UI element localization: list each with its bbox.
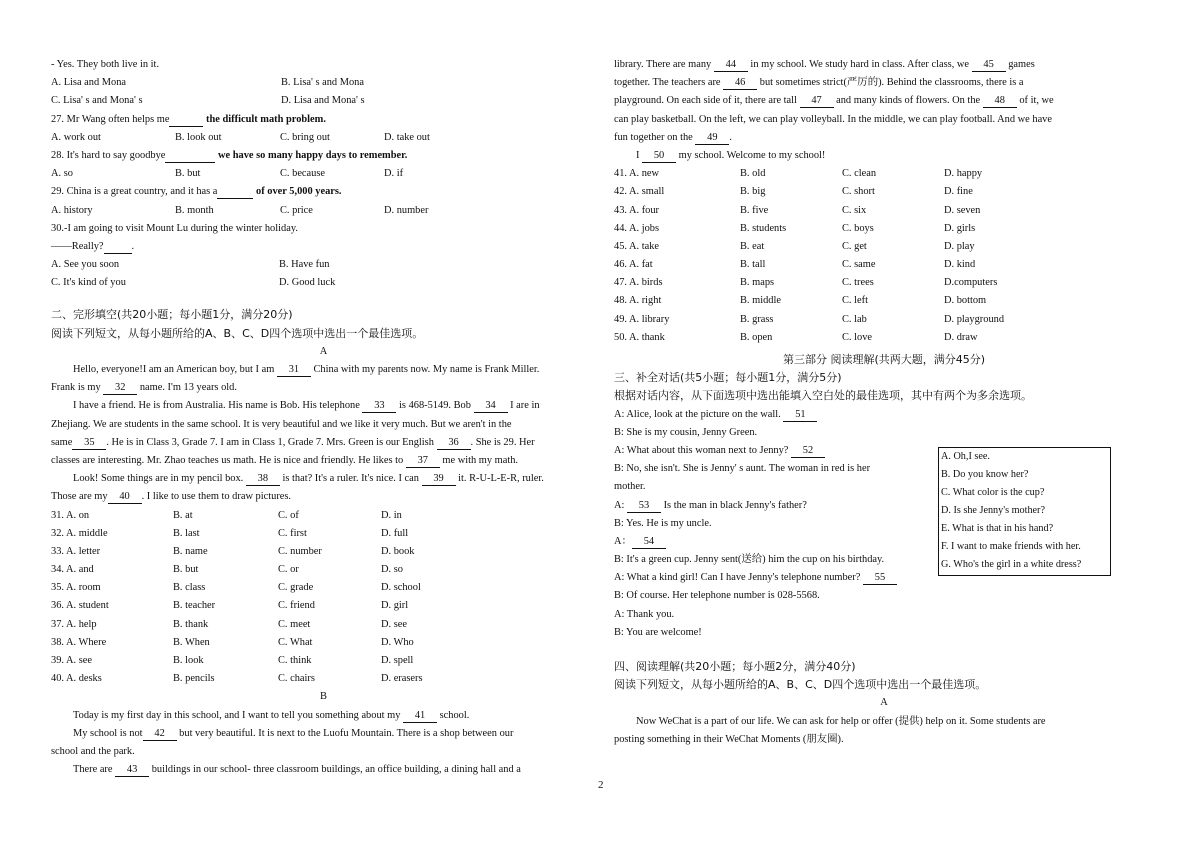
- box-option-g: G. Who's the girl in a white dress?: [941, 559, 1082, 570]
- option-row-50: [614, 329, 1154, 347]
- q28-option-d: D. if: [384, 168, 404, 180]
- text: buildings in our school- three classroom buildings, an office building, a dining hall and a: [149, 764, 521, 776]
- text: Look! Some things are in my pencil box.: [73, 473, 246, 485]
- passage-a-line-1: [51, 361, 596, 379]
- dialog-line-11: B: Of course. Her telephone number is 028-5568.: [614, 590, 820, 602]
- q30-option-c: C. It's kind of you: [51, 277, 126, 289]
- passage-a-line-6: [51, 452, 596, 470]
- option-row-37: [51, 616, 596, 634]
- option-36-a: 36. A. student: [51, 600, 109, 612]
- q29-blank: [217, 185, 253, 199]
- option-44-d: D. girls: [944, 222, 976, 234]
- text: is 468-5149. Bob: [396, 400, 474, 412]
- passage-b-line-7: [614, 92, 1154, 110]
- q30-option-b: B. Have fun: [279, 259, 330, 271]
- passage-b-line-3: school and the park.: [51, 745, 135, 757]
- blank-38: 38: [246, 472, 280, 486]
- text: I have a friend. He is from Australia. His name is Bob. His telephone: [73, 400, 363, 412]
- section-3-instructions: 根据对话内容，从下面选项中选出能填入空白处的最佳选项，其中有两个为多余选项。: [614, 389, 1032, 403]
- box-option-d: D. Is she Jenny's mother?: [941, 505, 1045, 516]
- option-43-c: C. six: [842, 204, 867, 216]
- dialog-line-5: mother.: [614, 481, 646, 493]
- option-42-d: D. fine: [944, 186, 973, 198]
- text: I are in: [507, 400, 540, 412]
- option-row-31: [51, 507, 596, 525]
- text: of it, we: [1016, 95, 1054, 107]
- dialog-options-box: [938, 447, 1111, 576]
- text: A: Alice, look at the picture on the wall.: [614, 408, 784, 420]
- passage-b-line-9: [614, 129, 1154, 147]
- option-45-c: C. get: [842, 240, 867, 252]
- q27-options: [51, 129, 596, 147]
- option-row-35: [51, 579, 596, 597]
- option-row-36: [51, 597, 596, 615]
- option-row-33: [51, 543, 596, 561]
- blank-43: 43: [115, 763, 149, 777]
- option-44-b: B. students: [740, 222, 787, 234]
- option-row-48: [614, 292, 1154, 310]
- blank-53: 53: [627, 499, 661, 513]
- option-41-d: D. happy: [944, 168, 983, 180]
- passage-a-line-5: [51, 434, 596, 452]
- option-36-d: D. girl: [381, 600, 409, 612]
- text: . She is 29. Her: [470, 436, 535, 448]
- box-option-a: A. Oh,I see.: [941, 451, 990, 462]
- option-50-d: D. draw: [944, 331, 978, 343]
- option-row-41: [614, 165, 1154, 183]
- passage-a-line-3: [51, 397, 596, 415]
- text: it. R-U-L-E-R, ruler.: [455, 473, 544, 485]
- dialog-line-4: B: No, she isn't. She is Jenny' s aunt. The woman in red is her: [614, 463, 871, 475]
- option-39-a: 39. A. see: [51, 655, 92, 666]
- text: and many kinds of flowers. On the: [833, 95, 983, 107]
- text: classes are interesting. Mr. Zhao teaches us math. He is nice and friendly. He likes to: [51, 454, 406, 466]
- box-option-e: E. What is that in his hand?: [941, 523, 1054, 534]
- option-46-c: C. same: [842, 259, 876, 271]
- option-33-c: C. number: [278, 545, 322, 557]
- option-row-47: [614, 274, 1154, 292]
- q30-reply: ——Really? .: [51, 240, 135, 252]
- option-43-a: 43. A. four: [614, 204, 660, 216]
- section-4-instructions: 阅读下列短文，从每小题所给的A、B、C、D四个选项中选出一个最佳选项。: [614, 678, 987, 692]
- option-48-c: C. left: [842, 295, 868, 307]
- blank-37: 37: [406, 454, 440, 468]
- text: My school is not: [73, 727, 143, 739]
- text: There are: [73, 764, 116, 776]
- passage-b-line-4: [51, 761, 596, 779]
- blank-45: 45: [972, 58, 1006, 72]
- option-33-a: 33. A. letter: [51, 545, 101, 557]
- option-45-a: 45. A. take: [614, 240, 660, 252]
- left-column: [51, 56, 596, 779]
- box-option-f: F. I want to make friends with her.: [941, 541, 1081, 552]
- option-row-49: [614, 311, 1154, 329]
- section-2-title: 二、完形填空(共20小题；每小题1分，满分20分): [51, 308, 293, 322]
- option-31-b: B. at: [173, 509, 193, 521]
- option-34-d: D. so: [381, 564, 403, 576]
- option-row-32: [51, 525, 596, 543]
- option-37-b: B. thank: [173, 618, 209, 630]
- blank-50: 50: [642, 149, 676, 163]
- option-47-d: D.computers: [944, 277, 998, 289]
- passage-a-line-2: [51, 379, 596, 397]
- passage-b-label: B: [320, 691, 327, 703]
- option-46-d: D. kind: [944, 259, 976, 271]
- text: . He is in Class 3, Grade 7. I am in Class 1, Grade 7. Mrs. Green is our English: [106, 436, 437, 448]
- blank-41: 41: [403, 709, 437, 723]
- dialog-line-1: [614, 406, 1154, 424]
- option-32-a: 32. A. middle: [51, 527, 108, 539]
- q28-options: [51, 165, 596, 183]
- text: me with my math.: [439, 454, 519, 466]
- blank-35: 35: [72, 436, 106, 450]
- page-number: 2: [598, 779, 604, 791]
- blank-49: 49: [695, 131, 729, 145]
- option-35-d: D. school: [381, 582, 421, 594]
- option-row-39: [51, 652, 596, 670]
- text: A: What a kind girl! Can I have Jenny's telephone number?: [614, 572, 863, 584]
- q28-stem-pre: 28. It's hard to say goodbye: [51, 149, 166, 161]
- q26-options-row-2: [51, 92, 596, 110]
- blank-39: 39: [422, 472, 456, 486]
- option-45-b: B. eat: [740, 240, 765, 252]
- text: together. The teachers are: [614, 77, 724, 89]
- option-37-d: D. see: [381, 618, 407, 630]
- section-2-instructions: 阅读下列短文，从每小题所给的A、B、C、D四个选项中选出一个最佳选项。: [51, 326, 424, 340]
- option-48-b: B. middle: [740, 295, 781, 307]
- text: my school. Welcome to my school!: [676, 149, 826, 161]
- option-47-c: C. trees: [842, 277, 874, 289]
- blank-48: 48: [983, 94, 1017, 108]
- option-38-b: B. When: [173, 636, 210, 648]
- q27-option-d: D. take out: [384, 131, 430, 143]
- option-39-d: D. spell: [381, 655, 414, 666]
- q30-blank: [104, 240, 132, 254]
- option-36-b: B. teacher: [173, 600, 216, 612]
- section-4-title: 四、阅读理解(共20小题；每小题2分，满分40分): [614, 660, 856, 673]
- passage-b-line-2: [51, 725, 596, 743]
- passage-a-line-8: [51, 488, 596, 506]
- options-41-50: [614, 165, 1154, 347]
- option-row-44: [614, 220, 1154, 238]
- option-39-b: B. look: [173, 655, 204, 666]
- option-37-c: C. meet: [278, 618, 311, 630]
- option-35-c: C. grade: [278, 582, 314, 594]
- text: A：: [614, 535, 632, 547]
- option-49-d: D. playground: [944, 313, 1005, 325]
- passage-b-line-5: [614, 56, 1154, 74]
- dialog-line-9: B: It's a green cup. Jenny sent(送给) him the cup on his birthday.: [614, 554, 885, 566]
- text: but very beautiful. It is next to the Luofu Mountain. There is a shop between our: [176, 727, 514, 739]
- option-45-d: D. play: [944, 240, 975, 252]
- blank-44: 44: [714, 58, 748, 72]
- options-31-40: [51, 507, 596, 689]
- option-46-b: B. tall: [740, 259, 766, 271]
- option-50-c: C. love: [842, 331, 873, 343]
- option-34-a: 34. A. and: [51, 564, 94, 576]
- blank-42: 42: [143, 727, 177, 741]
- q28-blank: [165, 149, 215, 163]
- option-38-c: C. What: [278, 636, 313, 648]
- passage-a-label: A: [319, 345, 328, 357]
- blank-34: 34: [474, 399, 508, 413]
- text: A:: [614, 499, 627, 511]
- q30-option-a: A. See you soon: [51, 259, 120, 271]
- option-50-a: 50. A. thank: [614, 331, 665, 343]
- blank-54: 54: [632, 535, 666, 549]
- q29-option-c: C. price: [280, 204, 313, 216]
- right-column: [614, 56, 1154, 749]
- q27-option-c: C. bring out: [280, 131, 330, 143]
- option-33-d: D. book: [381, 545, 415, 557]
- box-option-b: B. Do you know her?: [941, 469, 1029, 480]
- dialog-line-7: B: Yes. He is my uncle.: [614, 517, 712, 529]
- text: fun together on the: [614, 131, 696, 143]
- q28-option-a: A. so: [51, 168, 73, 180]
- passage-b-line-1: [51, 707, 596, 725]
- q27-stem: [51, 111, 596, 129]
- text: Frank is my: [51, 382, 104, 394]
- q30-options-row-2: [51, 274, 596, 292]
- passage-b-line-8: can play basketball. On the left, we can play volleyball. In the middle, we can play football. And we have: [614, 113, 1052, 125]
- passage-b-line-10: [614, 147, 1154, 165]
- q30-options-row-1: [51, 256, 596, 274]
- passage-a-line-7: [51, 470, 596, 488]
- option-48-a: 48. A. right: [614, 295, 662, 307]
- q27-stem-pre: 27. Mr Wang often helps me: [51, 113, 170, 125]
- option-37-a: 37. A. help: [51, 618, 97, 630]
- option-50-b: B. open: [740, 331, 773, 343]
- option-35-a: 35. A. room: [51, 582, 101, 594]
- option-row-40: [51, 670, 596, 688]
- q27-option-a: A. work out: [51, 131, 101, 143]
- q29-option-a: A. history: [51, 204, 93, 216]
- option-32-d: D. full: [381, 527, 409, 539]
- dialog-line-2: B: She is my cousin, Jenny Green.: [614, 426, 758, 438]
- option-41-c: C. clean: [842, 168, 877, 180]
- option-47-b: B. maps: [740, 277, 775, 289]
- option-34-c: C. or: [278, 564, 299, 576]
- text: Those are my: [51, 491, 108, 503]
- q28-option-c: C. because: [280, 168, 326, 180]
- option-row-45: [614, 238, 1154, 256]
- q26-option-d: D. Lisa and Mona' s: [281, 95, 365, 107]
- option-34-b: B. but: [173, 564, 199, 576]
- q30-stem: 30.-I am going to visit Mount Lu during the winter holiday.: [51, 222, 298, 234]
- option-43-d: D. seven: [944, 204, 981, 216]
- text: library. There are many: [614, 59, 714, 70]
- option-48-d: D. bottom: [944, 295, 987, 307]
- q28-option-b: B. but: [175, 168, 201, 180]
- q28-stem: [51, 147, 596, 165]
- q26-option-c: C. Lisa' s and Mona' s: [51, 95, 143, 107]
- option-47-a: 47. A. birds: [614, 277, 663, 289]
- dialog-line-13: B: You are welcome!: [614, 626, 702, 638]
- text: .: [729, 131, 732, 143]
- blank-32: 32: [103, 381, 137, 395]
- blank-36: 36: [437, 436, 471, 450]
- option-31-a: 31. A. on: [51, 509, 90, 521]
- option-40-d: D. erasers: [381, 673, 423, 685]
- option-33-b: B. name: [173, 545, 208, 557]
- option-40-b: B. pencils: [173, 673, 215, 685]
- text: China with my parents now. My name is Frank Miller.: [310, 364, 540, 375]
- option-44-c: C. boys: [842, 222, 874, 234]
- q29-stem-post: of over 5,000 years.: [253, 186, 342, 198]
- q28-stem-post: we have so many happy days to remember.: [215, 149, 408, 161]
- blank-46: 46: [723, 76, 757, 90]
- option-42-c: C. short: [842, 186, 875, 198]
- option-40-c: C. chairs: [278, 673, 315, 685]
- option-31-d: D. in: [381, 509, 402, 521]
- q26-option-a: A. Lisa and Mona: [51, 77, 127, 89]
- q29-options: [51, 202, 596, 220]
- section-3-title: 三、补全对话(共5小题；每小题1分，满分5分): [614, 371, 842, 385]
- blank-52: 52: [791, 444, 825, 458]
- q30-option-d: D. Good luck: [279, 277, 336, 289]
- option-41-b: B. old: [740, 168, 766, 180]
- option-38-a: 38. A. Where: [51, 636, 107, 648]
- text: but sometimes strict(严厉的). Behind the classrooms, there is a: [757, 77, 1024, 89]
- option-35-b: B. class: [173, 582, 206, 594]
- option-row-38: [51, 634, 596, 652]
- text: in my school. We study hard in class. After class, we: [747, 59, 972, 70]
- part-3-title: 第三部分 阅读理解(共两大题，满分45分): [782, 353, 986, 366]
- text: name. I'm 13 years old.: [137, 382, 237, 394]
- passage-4a-line-2: posting something in their WeChat Moments (朋友圈).: [614, 733, 844, 745]
- q27-option-b: B. look out: [175, 131, 222, 143]
- option-46-a: 46. A. fat: [614, 259, 653, 271]
- option-row-42: [614, 183, 1154, 201]
- text: I: [636, 149, 643, 161]
- option-row-34: [51, 561, 596, 579]
- box-option-c: C. What color is the cup?: [941, 487, 1045, 498]
- option-32-c: C. first: [278, 527, 307, 539]
- text: same: [51, 436, 73, 448]
- passage-4a-label: A: [880, 697, 888, 709]
- text: playground. On each side of it, there are tall: [614, 95, 800, 107]
- option-32-b: B. last: [173, 527, 200, 539]
- passage-b-line-6: [614, 74, 1154, 92]
- option-39-c: C. think: [278, 655, 312, 666]
- blank-33: 33: [362, 399, 396, 413]
- option-40-a: 40. A. desks: [51, 673, 102, 685]
- q27-stem-post: the difficult math problem.: [203, 113, 326, 125]
- blank-31: 31: [277, 363, 311, 377]
- option-42-b: B. big: [740, 186, 766, 198]
- q26-answer-line: - Yes. They both live in it.: [51, 59, 160, 70]
- text: A: What about this woman next to Jenny?: [614, 444, 791, 456]
- passage-a-line-4: Zhejiang. We are students in the same school. It is very beautiful and we like it very much. But we aren't in the: [51, 418, 512, 430]
- dialog-line-12: A: Thank you.: [614, 608, 675, 620]
- option-49-a: 49. A. library: [614, 313, 670, 325]
- text: Is the man in black Jenny's father?: [661, 499, 807, 511]
- text: Today is my first day in this school, and I want to tell you something about my: [73, 709, 404, 721]
- text: school.: [437, 709, 470, 721]
- blank-47: 47: [800, 94, 834, 108]
- blank-51: 51: [783, 408, 817, 422]
- q26-options-row-1: [51, 74, 596, 92]
- text: Hello, everyone!I am an American boy, but I am: [73, 364, 277, 375]
- option-49-c: C. lab: [842, 313, 867, 325]
- q29-stem: [51, 183, 596, 201]
- blank-40: 40: [108, 490, 142, 504]
- blank-55: 55: [863, 571, 897, 585]
- option-31-c: C. of: [278, 509, 299, 521]
- option-41-a: 41. A. new: [614, 168, 660, 180]
- passage-4a-line-1: Now WeChat is a part of our life. We can ask for help or offer (提供) help on it. Some students are: [636, 715, 1046, 727]
- option-49-b: B. grass: [740, 313, 774, 325]
- q29-stem-pre: 29. China is a great country, and it has a: [51, 186, 218, 198]
- q26-option-b: B. Lisa' s and Mona: [281, 77, 364, 89]
- text: . I like to use them to draw pictures.: [141, 491, 292, 503]
- q29-option-b: B. month: [175, 204, 214, 216]
- option-38-d: D. Who: [381, 636, 414, 648]
- option-44-a: 44. A. jobs: [614, 222, 660, 234]
- text: games: [1005, 59, 1035, 70]
- q27-blank: [169, 113, 203, 127]
- option-36-c: C. friend: [278, 600, 315, 612]
- q30-reply-text: ——Really?: [51, 240, 104, 252]
- option-42-a: 42. A. small: [614, 186, 665, 198]
- option-row-46: [614, 256, 1154, 274]
- text: is that? It's a ruler. It's nice. I can: [279, 473, 422, 485]
- option-43-b: B. five: [740, 204, 769, 216]
- option-row-43: [614, 202, 1154, 220]
- q29-option-d: D. number: [384, 204, 429, 216]
